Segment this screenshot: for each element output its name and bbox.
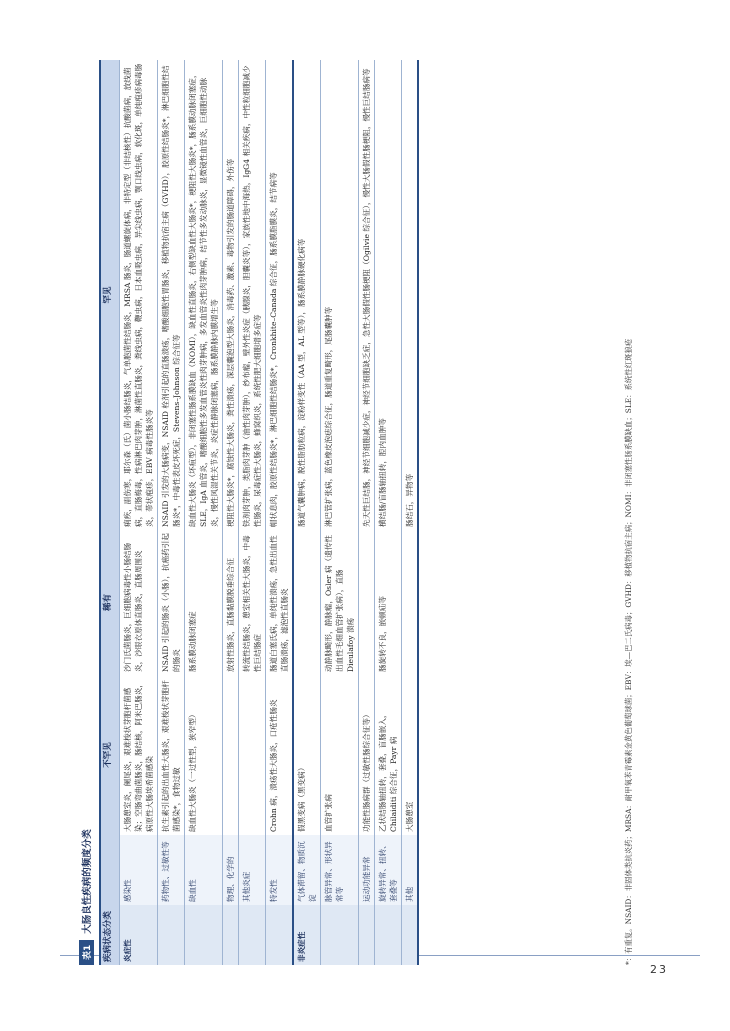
page-number: 23 [650, 963, 668, 976]
cell-very-rare: 梗阻性大肠炎*，腐蚀性大肠炎，粪性溃疡，深层囊泡型大肠炎，消毒药、激素、毒物引发的肠道障碍，外伤等 [223, 60, 239, 530]
table-badge: 表1 [79, 940, 94, 965]
row-category: 药物性、过敏性等 [158, 835, 185, 905]
row-group [402, 905, 419, 965]
row-category: 缺血性 [185, 835, 223, 905]
table-row [293, 60, 321, 965]
cell-rare: NSAID 引起的肠炎（小肠），抗癌药引起的肠炎 [158, 530, 185, 675]
row-category: 物理、化学的 [223, 835, 239, 905]
table-row [266, 60, 294, 965]
table-body [120, 60, 419, 965]
cell-very-rare: 肠结石，异物等 [402, 60, 419, 530]
row-group [185, 905, 223, 965]
table-row [359, 60, 375, 965]
cell-rare [359, 530, 375, 675]
table-title: 大肠良性疾病的频度分类 [82, 829, 93, 934]
header-uncommon: 不罕见 [100, 675, 120, 835]
table-row [185, 60, 223, 965]
cell-rare: 放射性肠炎，直肠黏膜脱垂综合征 [223, 530, 239, 675]
cell-rare: 转流性结肠炎，憩室相关性大肠炎，中毒性巨结肠症 [239, 530, 266, 675]
row-category: 运动功能异常 [359, 835, 375, 905]
row-category: 旋转异常、扭转、套叠等 [375, 835, 402, 905]
rotated-table-page [75, 60, 663, 965]
cell-uncommon: 缺血性大肠炎（一过性型，狭窄型） [185, 675, 223, 835]
header-category: 疾病状态分类 [100, 835, 120, 965]
table-row [375, 60, 402, 965]
cell-rare [293, 530, 321, 675]
table-footnote: *：有重复。NSAID：非固体类抗炎药；MRSA：耐甲氧苯青霉素金黄色葡萄球菌；EBV：埃—巴二氏病毒；GVHD：移植物抗宿主病；NOMI：非闭塞性肠系膜缺血；SLE：系统性红斑狼疮 [624, 338, 633, 965]
row-category: 特发性 [266, 835, 294, 905]
cell-very-rare: 先天性巨结肠，神经节细胞减少症，神经节细胞缺乏症，急性大肠假性肠梗阻（Ogilvie 综合征），慢性大肠假性肠梗阻，慢性巨结肠病等 [359, 60, 375, 530]
cell-very-rare: 横结肠/盲肠轴扭转，腔内血肿等 [375, 60, 402, 530]
row-group: 非炎症性 [293, 905, 321, 965]
table-row [120, 60, 158, 965]
row-group [321, 905, 359, 965]
cell-rare: 沙门氏菌肠炎，巨细胞病毒性小肠结肠炎，沙眼衣原体直肠炎，直肠周围炎 [120, 530, 158, 675]
row-group [223, 905, 239, 965]
cell-uncommon [223, 675, 239, 835]
disease-frequency-table [99, 60, 419, 965]
cell-uncommon: 假黑变病（黑变病） [293, 675, 321, 835]
cell-very-rare: 肠道气囊肿病，脱性脂肪粒病，淀粉样变性（AA 型，AL 型等），肠系膜静脉硬化病等 [293, 60, 321, 530]
row-group [239, 905, 266, 965]
row-category: 其他 [402, 835, 419, 905]
table-header-row [100, 60, 120, 965]
table-row [239, 60, 266, 965]
cell-very-rare: 帽状息肉，胶原性结肠炎*，淋巴细胞性结肠炎*，Cronkhite–Canada 综合征，肠系膜脂膜炎，结节病等 [266, 60, 294, 530]
cell-rare [402, 530, 419, 675]
cell-uncommon: 大肠憩室 [402, 675, 419, 835]
table-caption [75, 60, 97, 965]
table-row [158, 60, 185, 965]
cell-very-rare: 痢疾，副伤寒，耶尔森（氏）菌小肠结肠炎，气单胞菌性结肠炎，MRSA 肠炎，肠道螺旋体病，非特定型（非结核性）抗酸菌病，放线菌病，直肠梅毒，性病淋巴肉芽肿，淋菌性直肠炎，粪线虫病，鞭虫病，日本血吸虫病，异尖线虫病，颚口线虫病，软化斑，单纯疱疹病毒肠炎，带状疱疹，EBV 病毒性肠炎等 [120, 60, 158, 530]
cell-very-rare: 缺血性大肠炎（坏疽型），非闭塞性肠系膜缺血（NOMI），缺血性直肠炎，右侧型缺血性大肠炎*，梗阻性大肠炎*，肠系膜动脉闭塞症，SLE，IgA 血管炎，嗜酸细胞性多发血管炎性肉芽肿病，多发血管炎性肉芽肿病，结节性多发动脉炎，显微镜性血管炎，巨细胞性动脉炎，慢性风湿性关节炎，炎症性静脉闭塞病，肠系膜静脉内膜增生等 [185, 60, 223, 530]
cell-uncommon: 血管扩张病 [321, 675, 359, 835]
cell-uncommon: 大肠憩室炎，阑尾炎，艰难梭状芽胞杆菌感染；空肠弯曲菌肠炎，肠结核，阿米巴肠炎，病原性大肠埃希菌感染 [120, 675, 158, 835]
cell-uncommon: 乙状结肠轴扭转，套叠，盲肠嵌入，Chilaiditi 综合征，Payr 病 [375, 675, 402, 835]
cell-rare: 肠系膜动脉闭塞症 [185, 530, 223, 675]
cell-rare: 动静脉畸形，静脉瘤，Osler 病（遗传性出血性毛细血管扩张病），直肠 Dieulafoy 溃疡 [321, 530, 359, 675]
cell-uncommon: 功能性肠病群（过敏性肠综合征等） [359, 675, 375, 835]
cell-rare: 肠道白塞氏病，单纯性溃疡，急性出血性直肠溃疡，滤泡性直肠炎 [266, 530, 294, 675]
row-category: 气体滞留、物质沉淀 [293, 835, 321, 905]
table-row [223, 60, 239, 965]
table-row [321, 60, 359, 965]
row-group [359, 905, 375, 965]
row-group [375, 905, 402, 965]
table-row [402, 60, 419, 965]
cell-rare: 肠旋转不良，嵌顿疝等 [375, 530, 402, 675]
cell-very-rare: 淋巴管扩张病，蓝色橡皮泡痣综合征，肠道重复畸形，尾肠囊肿等 [321, 60, 359, 530]
row-group [266, 905, 294, 965]
cell-uncommon: Crohn 病，溃疡性大肠炎，口疮性肠炎 [266, 675, 294, 835]
row-category: 脉管异常、形状异常等 [321, 835, 359, 905]
row-group [158, 905, 185, 965]
cell-uncommon [239, 675, 266, 835]
cell-very-rare: NSAID 引发的大肠病变，NSAID 栓剂引起的直肠溃疡，嗜酸细胞性胃肠炎，移植物抗宿主病（GVHD），胶原性结肠炎*，淋巴细胞性结肠炎*，中毒性表皮坏死症，Stevens–Johnson 综合征等 [158, 60, 185, 530]
row-category: 感染性 [120, 835, 158, 905]
header-very-rare: 罕见 [100, 60, 120, 530]
cell-very-rare: 铁剂肉芽肿，类脂肉芽肿（油性肉芽肿），纱布瘤，壁外性炎症（胰腺炎，胆囊炎等），家族性地中海热，IgG4 相关疾病，中性粒细胞减少性肠炎，尿毒症性大肠炎，蜂窝织炎，系统性肥大细胞增多症等 [239, 60, 266, 530]
cell-uncommon: 抗生素引起的出血性大肠炎，艰难梭状芽胞杆菌感染*，食物过敏 [158, 675, 185, 835]
row-category: 其他炎症 [239, 835, 266, 905]
header-rare: 稀有 [100, 530, 120, 675]
row-group: 炎症性 [120, 905, 158, 965]
